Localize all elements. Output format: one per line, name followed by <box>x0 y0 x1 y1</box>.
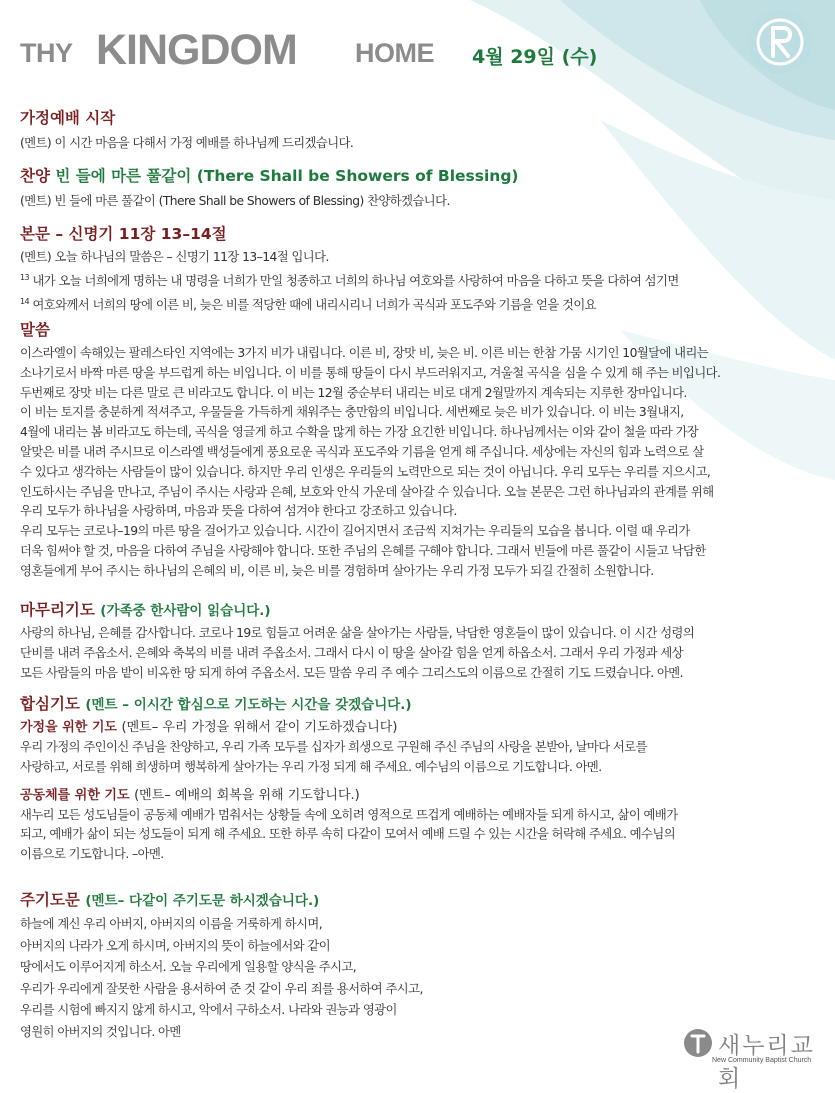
title-home: HOME <box>355 38 434 68</box>
lords-prayer-subtitle: (멘트– 다같이 주기도문 하시겠습니다.) <box>85 893 320 909</box>
sermon-line: 이스라엘이 속해있는 팔레스타인 지역에는 3가지 비가 내립니다. 이른 비, 장맛 비, 늦은 비. 이른 비는 한참 가뭄 시기인 10월달에 내리는 <box>20 346 709 360</box>
community-prayer-note: (멘트– 예배의 회복을 위해 기도합니다.) <box>134 787 360 803</box>
closing-prayer-heading <box>20 598 828 620</box>
sermon-line: 소나기로서 바짝 마른 땅을 부드럽게 하는 비입니다. 이 비를 통해 땅들이 다시 부드러워지고, 겨울철 곡식을 심을 수 있게 해 주는 비입니다. <box>20 365 721 380</box>
church-logo-icon <box>682 1027 714 1059</box>
family-prayer-heading <box>20 718 828 738</box>
community-prayer-heading <box>20 786 828 806</box>
church-name-ko: 새누리교회 <box>718 1033 815 1092</box>
scripture-title: 본문 – 신명기 11장 13–14절 <box>20 225 227 243</box>
joint-prayer-section <box>20 692 828 865</box>
verse-text: 여호와께서 너희의 땅에 이른 비, 늦은 비를 적당한 때에 내리시리니 너희가 곡식과 포도주와 기름을 얻을 것이요 <box>32 297 596 312</box>
hymn-section <box>20 164 828 212</box>
sermon-line: 우리 모두는 코로나–19의 마른 땅을 걸어가고 있습니다. 시간이 길어지면서 조금씩 지쳐가는 우리들의 모습을 봅니다. 이럴 때 우리가 <box>20 524 690 539</box>
lords-prayer-line: 우리가 우리에게 잘못한 사람을 용서하여 준 것 같이 우리 죄를 용서하여 주시고, <box>20 981 423 996</box>
sermon-title: 말씀 <box>20 321 50 339</box>
lords-prayer-line: 영원히 아버지의 것입니다. 아멘 <box>20 1024 181 1039</box>
hymn-title: 빈 들에 마른 풀같이 (There Shall be Showers of Blessing) <box>55 167 519 185</box>
lords-prayer-heading <box>20 888 828 910</box>
church-name-en: New Community Baptist Church <box>712 1057 812 1064</box>
scripture-verse-13 <box>20 268 828 292</box>
lords-prayer-section <box>20 888 828 1043</box>
sermon-line: 4월에 내리는 봄 비라고도 하는데, 곡식을 영글게 하고 수확을 많게 하는 가장 요긴한 비입니다. 하나님께서는 이와 같이 철을 따라 가장 <box>20 425 699 440</box>
hymn-label: 찬양 <box>20 167 50 185</box>
closing-prayer-subtitle: (가족중 한사람이 읽습니다.) <box>100 603 271 619</box>
closing-prayer-title: 마무리기도 <box>20 601 95 619</box>
sermon-line: 인도하시는 주님을 만나고, 주님이 주시는 사랑과 은혜, 보호와 안식 가운데 살아갈 수 있습니다. 오늘 본문은 그런 하나님과의 관계를 위해 <box>20 484 714 499</box>
lords-prayer-title: 주기도문 <box>20 891 80 909</box>
church-logo <box>682 1027 827 1092</box>
community-prayer-line: 되고, 예배가 삶이 되는 성도들이 되게 해 주세요. 또한 하루 속히 다같이 모여서 예배 드릴 수 있는 시간을 허락해 주세요. 예수님의 <box>20 827 676 842</box>
joint-prayer-subtitle: (멘트 – 이시간 합심으로 기도하는 시간을 갖겠습니다.) <box>85 697 412 713</box>
sermon-line: 알맞은 비를 내려 주시므로 이스라엘 백성들에게 풍요로운 곡식과 포도주와 기름을 얻게 해 주십니다. 세상에는 자신의 힘과 노력으로 살 <box>20 444 704 459</box>
opening-title: 가정예배 시작 <box>20 109 116 127</box>
hymn-heading <box>20 164 828 186</box>
family-prayer-line: 우리 가정의 주인이신 주님을 찬양하고, 우리 가족 모두를 십자가 희생으로 구원해 주신 주님의 사랑을 본받아, 날마다 서로를 <box>20 740 647 754</box>
title-kingdom: KINGDOM <box>96 26 297 74</box>
date: 4월 29일 (수) <box>472 46 598 68</box>
joint-prayer-title: 합심기도 <box>20 695 80 713</box>
verse-text: 내가 오늘 너희에게 명하는 내 명령을 너희가 만일 청종하고 너희의 하나님 여호와를 사랑하여 마음을 다하고 뜻을 다하여 섬기면 <box>32 273 679 288</box>
sermon-line: 수 있다고 생각하는 사람들이 많이 있습니다. 하지만 우리 인생은 우리들의 노력만으로 되는 것이 아닙니다. 우리 모두는 우리를 지으시고, <box>20 464 711 479</box>
thy-kingdom-logo-icon <box>746 8 814 76</box>
closing-prayer-line: 사랑의 하나님, 은혜를 감사합니다. 코로나 19로 힘들고 어려운 삶을 살아가는 사람들, 낙담한 영혼들이 많이 있습니다. 이 시간 성령의 <box>20 626 695 640</box>
sermon-line: 이 비는 토지를 충분하게 적셔주고, 우물들을 가득하게 채워주는 충만함의 비입니다. 세번째로 늦은 비가 있습니다. 이 비는 3월내지, <box>20 405 684 420</box>
scripture-section <box>20 222 828 316</box>
opening-text: (멘트) 이 시간 마음을 다해서 가정 예배를 하나님께 드리겠습니다. <box>20 136 354 150</box>
sermon-section <box>20 318 828 582</box>
sermon-line: 영혼들에게 부어 주시는 하나님의 은혜의 비, 이른 비, 늦은 비를 경험하며 살아가는 우리 가정 모두가 되길 간절히 소원합니다. <box>20 563 654 578</box>
lords-prayer-line: 하늘에 계신 우리 아버지, 아버지의 이름을 거룩하게 하시며, <box>20 917 323 931</box>
family-prayer-line: 사랑하고, 서로를 위해 희생하며 행복하게 살아가는 우리 가정 되게 해 주세요. 예수님의 이름으로 기도합니다. 아멘. <box>20 759 602 774</box>
hymn-text: (멘트) 빈 들에 마른 풀같이 (There Shall be Showers of Blessing) 찬양하겠습니다. <box>20 194 450 208</box>
community-prayer-title: 공동체를 위한 기도 <box>20 787 130 803</box>
scripture-intro: (멘트) 오늘 하나님의 말씀은 – 신명기 11장 13–14절 입니다. <box>20 250 329 264</box>
closing-prayer-section <box>20 598 828 683</box>
lords-prayer-line: 우리를 시험에 빠지지 않게 하시고, 악에서 구하소서. 나라와 권능과 영광이 <box>20 1003 397 1017</box>
opening-section <box>20 106 828 154</box>
family-prayer-note: (멘트– 우리 가정을 위해서 같이 기도하겠습니다) <box>121 720 398 735</box>
lords-prayer-line: 땅에서도 이루어지게 하소서. 오늘 우리에게 일용할 양식을 주시고, <box>20 960 357 974</box>
verse-number: 13 <box>20 272 30 282</box>
joint-prayer-heading <box>20 692 828 714</box>
header <box>20 14 720 74</box>
scripture-verse-14 <box>20 292 828 316</box>
sermon-line: 더욱 힘써야 할 것, 마음을 다하여 주님을 사랑해야 합니다. 또한 주님의 은혜를 구해야 합니다. 그래서 빈들에 마른 풀같이 시들고 낙담한 <box>20 543 706 558</box>
sermon-line: 두번째로 장맛 비는 다른 말로 큰 비라고도 합니다. 이 비는 12월 중순부터 내리는 비로 대게 2월말까지 계속되는 지루한 장마입니다. <box>20 385 687 400</box>
sermon-line: 우리 모두가 하나님을 사랑하며, 마음과 뜻을 다하여 섬겨야 한다고 강조하고 있습니다. <box>20 504 457 519</box>
title-thy: THY <box>20 38 73 68</box>
verse-number: 14 <box>20 296 30 306</box>
community-prayer-line: 새누리 모든 성도님들이 공동체 예배가 멈춰서는 상황들 속에 오히려 영적으로 뜨겁게 예배하는 예배자들 되게 하시고, 삶이 예배가 <box>20 807 678 822</box>
closing-prayer-line: 모든 사람들의 마음 밭이 비옥한 땅 되게 하여 주옵소서. 모든 말씀 우리 주 예수 그리스도의 이름으로 간절히 기도 드렸습니다. 아멘. <box>20 665 683 680</box>
closing-prayer-line: 단비를 내려 주옵소서. 은혜와 축복의 비를 내려 주옵소서. 그래서 다시 이 땅을 살아갈 힘을 얻게 하옵소서. 그래서 우리 가정과 세상 <box>20 645 683 660</box>
lords-prayer-line: 아버지의 나라가 오게 하시며, 아버지의 뜻이 하늘에서와 같이 <box>20 938 331 953</box>
family-prayer-title: 가정을 위한 기도 <box>20 720 117 735</box>
community-prayer-line: 이름으로 기도합니다. –아멘. <box>20 847 164 862</box>
